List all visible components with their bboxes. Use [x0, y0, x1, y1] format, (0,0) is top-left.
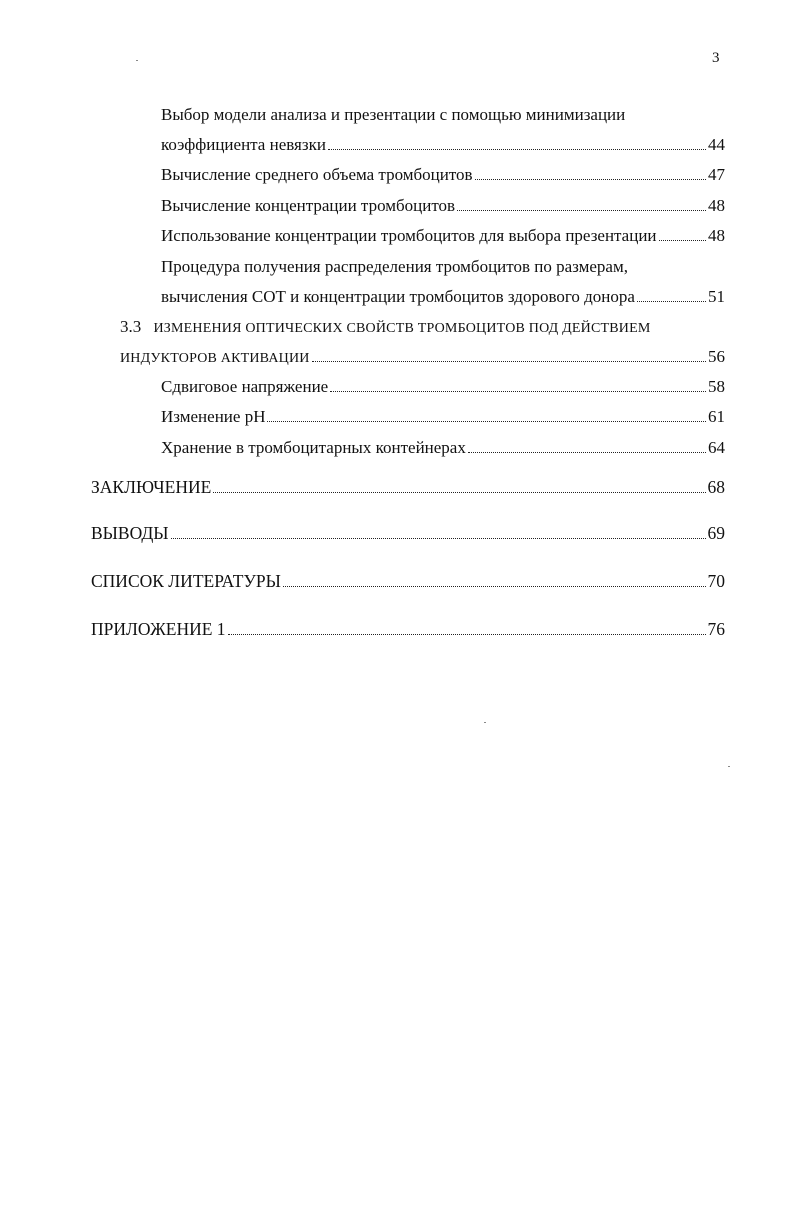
dot-leader [228, 634, 706, 635]
toc-entry-title: вычисления СОТ и концентрации тромбоцитов здорового донора [161, 287, 635, 306]
toc-entry-title: Изменение рН [161, 407, 266, 426]
toc-entry-title: ЗАКЛЮЧЕНИЕ [91, 477, 212, 497]
toc-entry-page: 44 [708, 135, 725, 154]
toc-entry-title: Вычисление среднего объема тромбоцитов [161, 165, 473, 184]
toc-entry-page: 58 [708, 377, 725, 396]
toc-entry[interactable] [161, 225, 725, 247]
toc-section [120, 316, 725, 338]
dot-leader [267, 421, 706, 422]
toc-entry[interactable] [161, 286, 725, 308]
dot-leader [659, 240, 706, 241]
toc-section[interactable] [120, 346, 725, 368]
toc-chapter[interactable] [91, 570, 725, 592]
scan-speck [484, 722, 486, 723]
dot-leader [171, 538, 706, 539]
toc-entry-title: Процедура получения распределения тромбоцитов по размерам, [161, 257, 628, 276]
dot-leader [213, 492, 705, 493]
toc-entry[interactable] [161, 195, 725, 217]
dot-leader [328, 149, 706, 150]
toc-entry-page: 48 [708, 196, 725, 215]
toc-chapter[interactable] [91, 618, 725, 640]
toc-entry[interactable] [161, 437, 725, 459]
dot-leader [637, 301, 706, 302]
toc-entry-page: 76 [707, 619, 725, 639]
dot-leader [457, 210, 706, 211]
toc-entry-page: 61 [708, 407, 725, 426]
dot-leader [468, 452, 706, 453]
toc-chapter[interactable] [91, 476, 725, 498]
dot-leader [312, 361, 706, 362]
toc-entry-title: Использование концентрации тромбоцитов для выбора презентации [161, 226, 657, 245]
toc-entry-title: коэффициента невязки [161, 135, 326, 154]
page-number: 3 [712, 50, 720, 66]
section-number: 3.3 [120, 317, 142, 336]
dot-leader [475, 179, 706, 180]
toc-entry[interactable] [161, 406, 725, 428]
toc-entry-page: 69 [707, 523, 725, 543]
toc-entry-page: 47 [708, 165, 725, 184]
dot-leader [330, 391, 706, 392]
toc-entry-title: ИНДУКТОРОВ АКТИВАЦИИ [120, 351, 310, 366]
toc-entry-page: 64 [708, 438, 725, 457]
toc-entry-title: Выбор модели анализа и презентации с помощью минимизации [161, 105, 626, 124]
toc-entry-page: 56 [708, 347, 725, 366]
toc-entry-title: СПИСОК ЛИТЕРАТУРЫ [91, 571, 281, 591]
toc-entry [161, 104, 725, 126]
toc-entry-title: Хранение в тромбоцитарных контейнерах [161, 438, 466, 457]
toc-entry-title: Вычисление концентрации тромбоцитов [161, 196, 456, 215]
toc-entry-title: ПРИЛОЖЕНИЕ 1 [91, 619, 226, 639]
toc-entry-title: ИЗМЕНЕНИЯ ОПТИЧЕСКИХ СВОЙСТВ ТРОМБОЦИТОВ ПОД ДЕЙСТВИЕМ [153, 321, 651, 336]
toc-entry[interactable] [161, 164, 725, 186]
toc-entry-page: 51 [708, 287, 725, 306]
toc-chapter[interactable] [91, 522, 725, 544]
toc-entry-title: ВЫВОДЫ [91, 523, 169, 543]
toc-entry [161, 256, 725, 278]
dot-leader [283, 586, 706, 587]
toc-entry[interactable] [161, 134, 725, 156]
toc-entry[interactable] [161, 376, 725, 398]
toc-entry-page: 68 [707, 477, 725, 497]
toc-entry-page: 70 [707, 571, 725, 591]
scan-speck [728, 766, 730, 767]
scan-speck [136, 60, 138, 61]
toc-entry-page: 48 [708, 226, 725, 245]
toc-entry-title: Сдвиговое напряжение [161, 377, 329, 396]
